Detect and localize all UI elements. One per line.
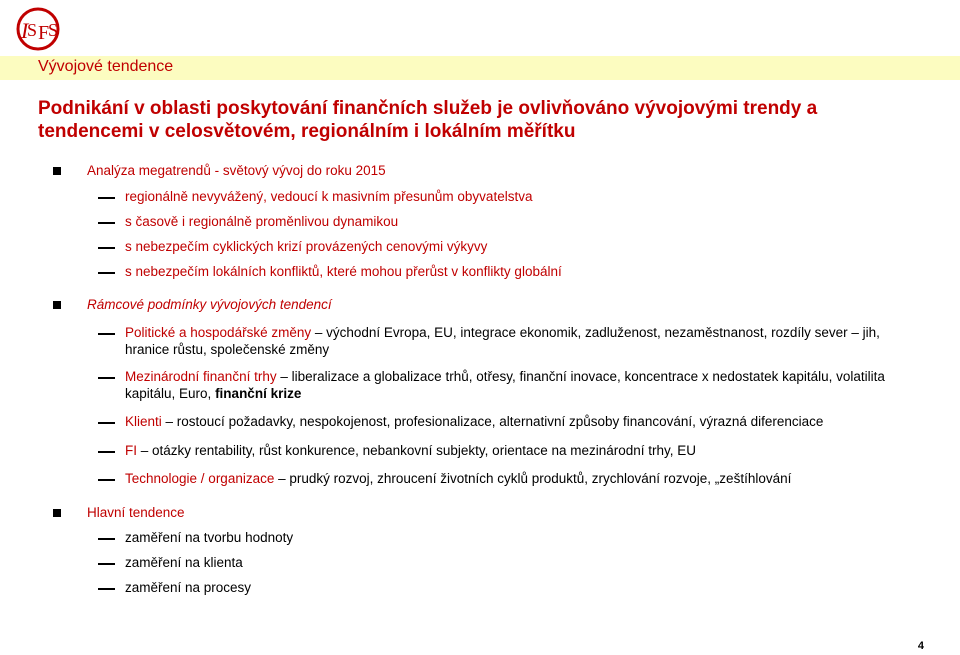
item-detail: – východní Evropa, EU, integrace ekonomik, zadluženost, nezaměstnanost, rozdíly sever – jih, hranice růstu, společenské změny <box>125 325 880 357</box>
item-lead: FI <box>125 443 137 458</box>
dash-icon <box>98 377 115 379</box>
list-item <box>125 368 925 402</box>
svg-text:S: S <box>48 20 59 40</box>
page-number: 4 <box>917 640 924 652</box>
dash-icon <box>98 333 115 335</box>
dash-icon <box>98 451 115 453</box>
dash-icon <box>98 197 115 199</box>
list-item: zaměření na tvorbu hodnoty <box>125 530 294 545</box>
list-item <box>125 324 925 358</box>
item-detail: – prudký rozvoj, zhroucení životních cyklů produktů, zrychlování rozvoje, „zeštíhlování <box>274 471 792 486</box>
dash-icon <box>98 222 115 224</box>
dash-icon <box>98 247 115 249</box>
page-title: Podnikání v oblasti poskytování finančních služeb je ovlivňováno vývojovými trendy a tendencemi v celosvětovém, regionálním i lokálním měřítku <box>38 98 818 142</box>
dash-icon <box>98 563 115 565</box>
bullet-square-icon <box>53 301 61 309</box>
bullet-title-framework: Rámcové podmínky vývojových tendencí <box>87 297 332 312</box>
item-detail: – rostoucí požadavky, nespokojenost, profesionalizace, alternativní způsoby financování, výrazná diferenciace <box>161 414 824 429</box>
item-detail: – otázky rentability, růst konkurence, nebankovní subjekty, orientace na mezinárodní trhy, EU <box>137 443 697 458</box>
dash-icon <box>98 272 115 274</box>
dash-icon <box>98 588 115 590</box>
item-lead: Klienti <box>125 414 162 429</box>
bullet-title-megatrends: Analýza megatrendů - světový vývoj do roku 2015 <box>87 163 386 178</box>
dash-icon <box>98 479 115 481</box>
isfs-logo <box>14 6 66 52</box>
list-item <box>125 470 925 487</box>
svg-text:I: I <box>21 18 29 43</box>
bullet-square-icon <box>53 167 61 175</box>
header-bar <box>0 0 960 56</box>
dash-icon <box>98 538 115 540</box>
item-bold-detail: finanční krize <box>215 386 302 401</box>
bullet-title-main-trends: Hlavní tendence <box>87 505 185 520</box>
item-lead: Mezinárodní finanční trhy <box>125 369 277 384</box>
list-item: zaměření na klienta <box>125 555 243 570</box>
dash-icon <box>98 422 115 424</box>
list-item: s časově i regionálně proměnlivou dynamikou <box>125 214 399 229</box>
svg-text:F: F <box>38 22 50 44</box>
list-item <box>125 442 925 459</box>
list-item <box>125 413 925 430</box>
bullet-square-icon <box>53 509 61 517</box>
list-item: regionálně nevyvážený, vedoucí k masivním přesunům obyvatelstva <box>125 189 533 204</box>
list-item: s nebezpečím cyklických krizí provázených cenovými výkyvy <box>125 239 488 254</box>
list-item: s nebezpečím lokálních konfliktů, které mohou přerůst v konflikty globální <box>125 264 562 279</box>
section-label: Vývojové tendence <box>38 58 174 75</box>
svg-text:S: S <box>27 20 38 40</box>
list-item: zaměření na procesy <box>125 580 252 595</box>
item-lead: Technologie / organizace <box>125 471 275 486</box>
item-lead: Politické a hospodářské změny <box>125 325 312 340</box>
item-detail: – liberalizace a globalizace trhů, otřesy, finanční inovace, koncentrace x nedostatek kapitálu, volatilita kapitálu, Euro, <box>125 369 885 401</box>
